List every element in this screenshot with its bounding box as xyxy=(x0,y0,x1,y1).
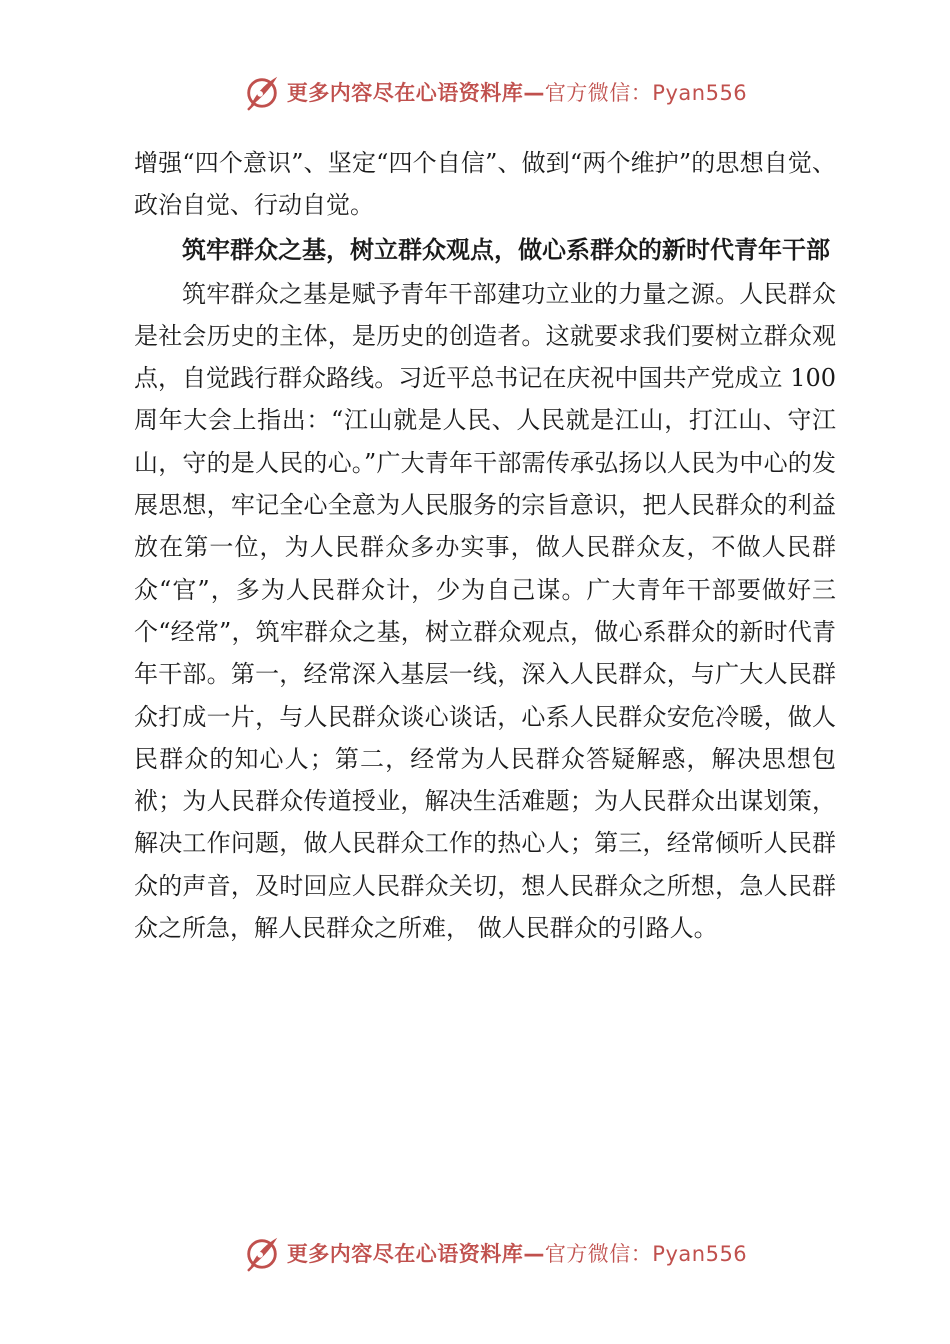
header-banner-dash: — xyxy=(523,81,545,105)
footer-banner-inner xyxy=(243,1234,747,1272)
quill-logo-icon xyxy=(243,1234,281,1272)
footer-banner-wechat: 官方微信：Pyan556 xyxy=(544,1242,748,1266)
header-banner-wechat: 官方微信：Pyan556 xyxy=(544,81,748,105)
document-body xyxy=(134,142,836,949)
footer-banner-title: 更多内容尽在心语资料库 xyxy=(286,1242,524,1266)
footer-banner-text xyxy=(287,1238,747,1268)
body-paragraph: 筑牢群众之基是赋予青年干部建功立业的力量之源。人民群众是社会历史的主体，是历史的创造者。这就要求我们要树立群众观点，自觉践行群众路线。习近平总书记在庆祝中国共产党成立 100 周年大会上指出：“江山就是人民、人民就是江山，打江山、守江山，守的是人民的心。”广大青年干部需传承弘扬以人民为中心的发展思想，牢记全心全意为人民服务的宗旨意识，把人民群众的利益放在第一位，为人民群众多办实事，做人民群众友，不做人民群众“官”，多为人民群众计，少为自己谋。广大青年干部要做好三个“经常”，筑牢群众之基，树立群众观点，做心系群众的新时代青年干部。第一，经常深入基层一线，深入人民群众，与广大人民群众打成一片，与人民群众谈心谈话，心系人民群众安危冷暖，做人民群众的知心人；第二，经常为人民群众答疑解惑，解决思想包袱；为人民群众传道授业，解决生活难题；为人民群众出谋划策，解决工作问题，做人民群众工作的热心人；第三，经常倾听人民群众的声音，及时回应人民群众关切，想人民群众之所想，急人民群众之所急，解人民群众之所难， 做人民群众的引路人。 xyxy=(134,279,836,943)
header-banner-title: 更多内容尽在心语资料库 xyxy=(286,81,524,105)
header-banner-inner xyxy=(243,73,747,111)
section-heading: 筑牢群众之基，树立群众观点，做心系群众的新时代青年干部 xyxy=(182,235,830,264)
quill-logo-icon xyxy=(243,73,281,111)
intro-paragraph: 增强“四个意识”、坚定“四个自信”、做到“两个维护”的思想自觉、政治自觉、行动自觉。 xyxy=(134,149,836,220)
footer-banner xyxy=(0,1233,950,1273)
footer-banner-dash: — xyxy=(523,1242,545,1266)
header-banner xyxy=(0,72,950,112)
header-banner-text xyxy=(287,77,747,107)
